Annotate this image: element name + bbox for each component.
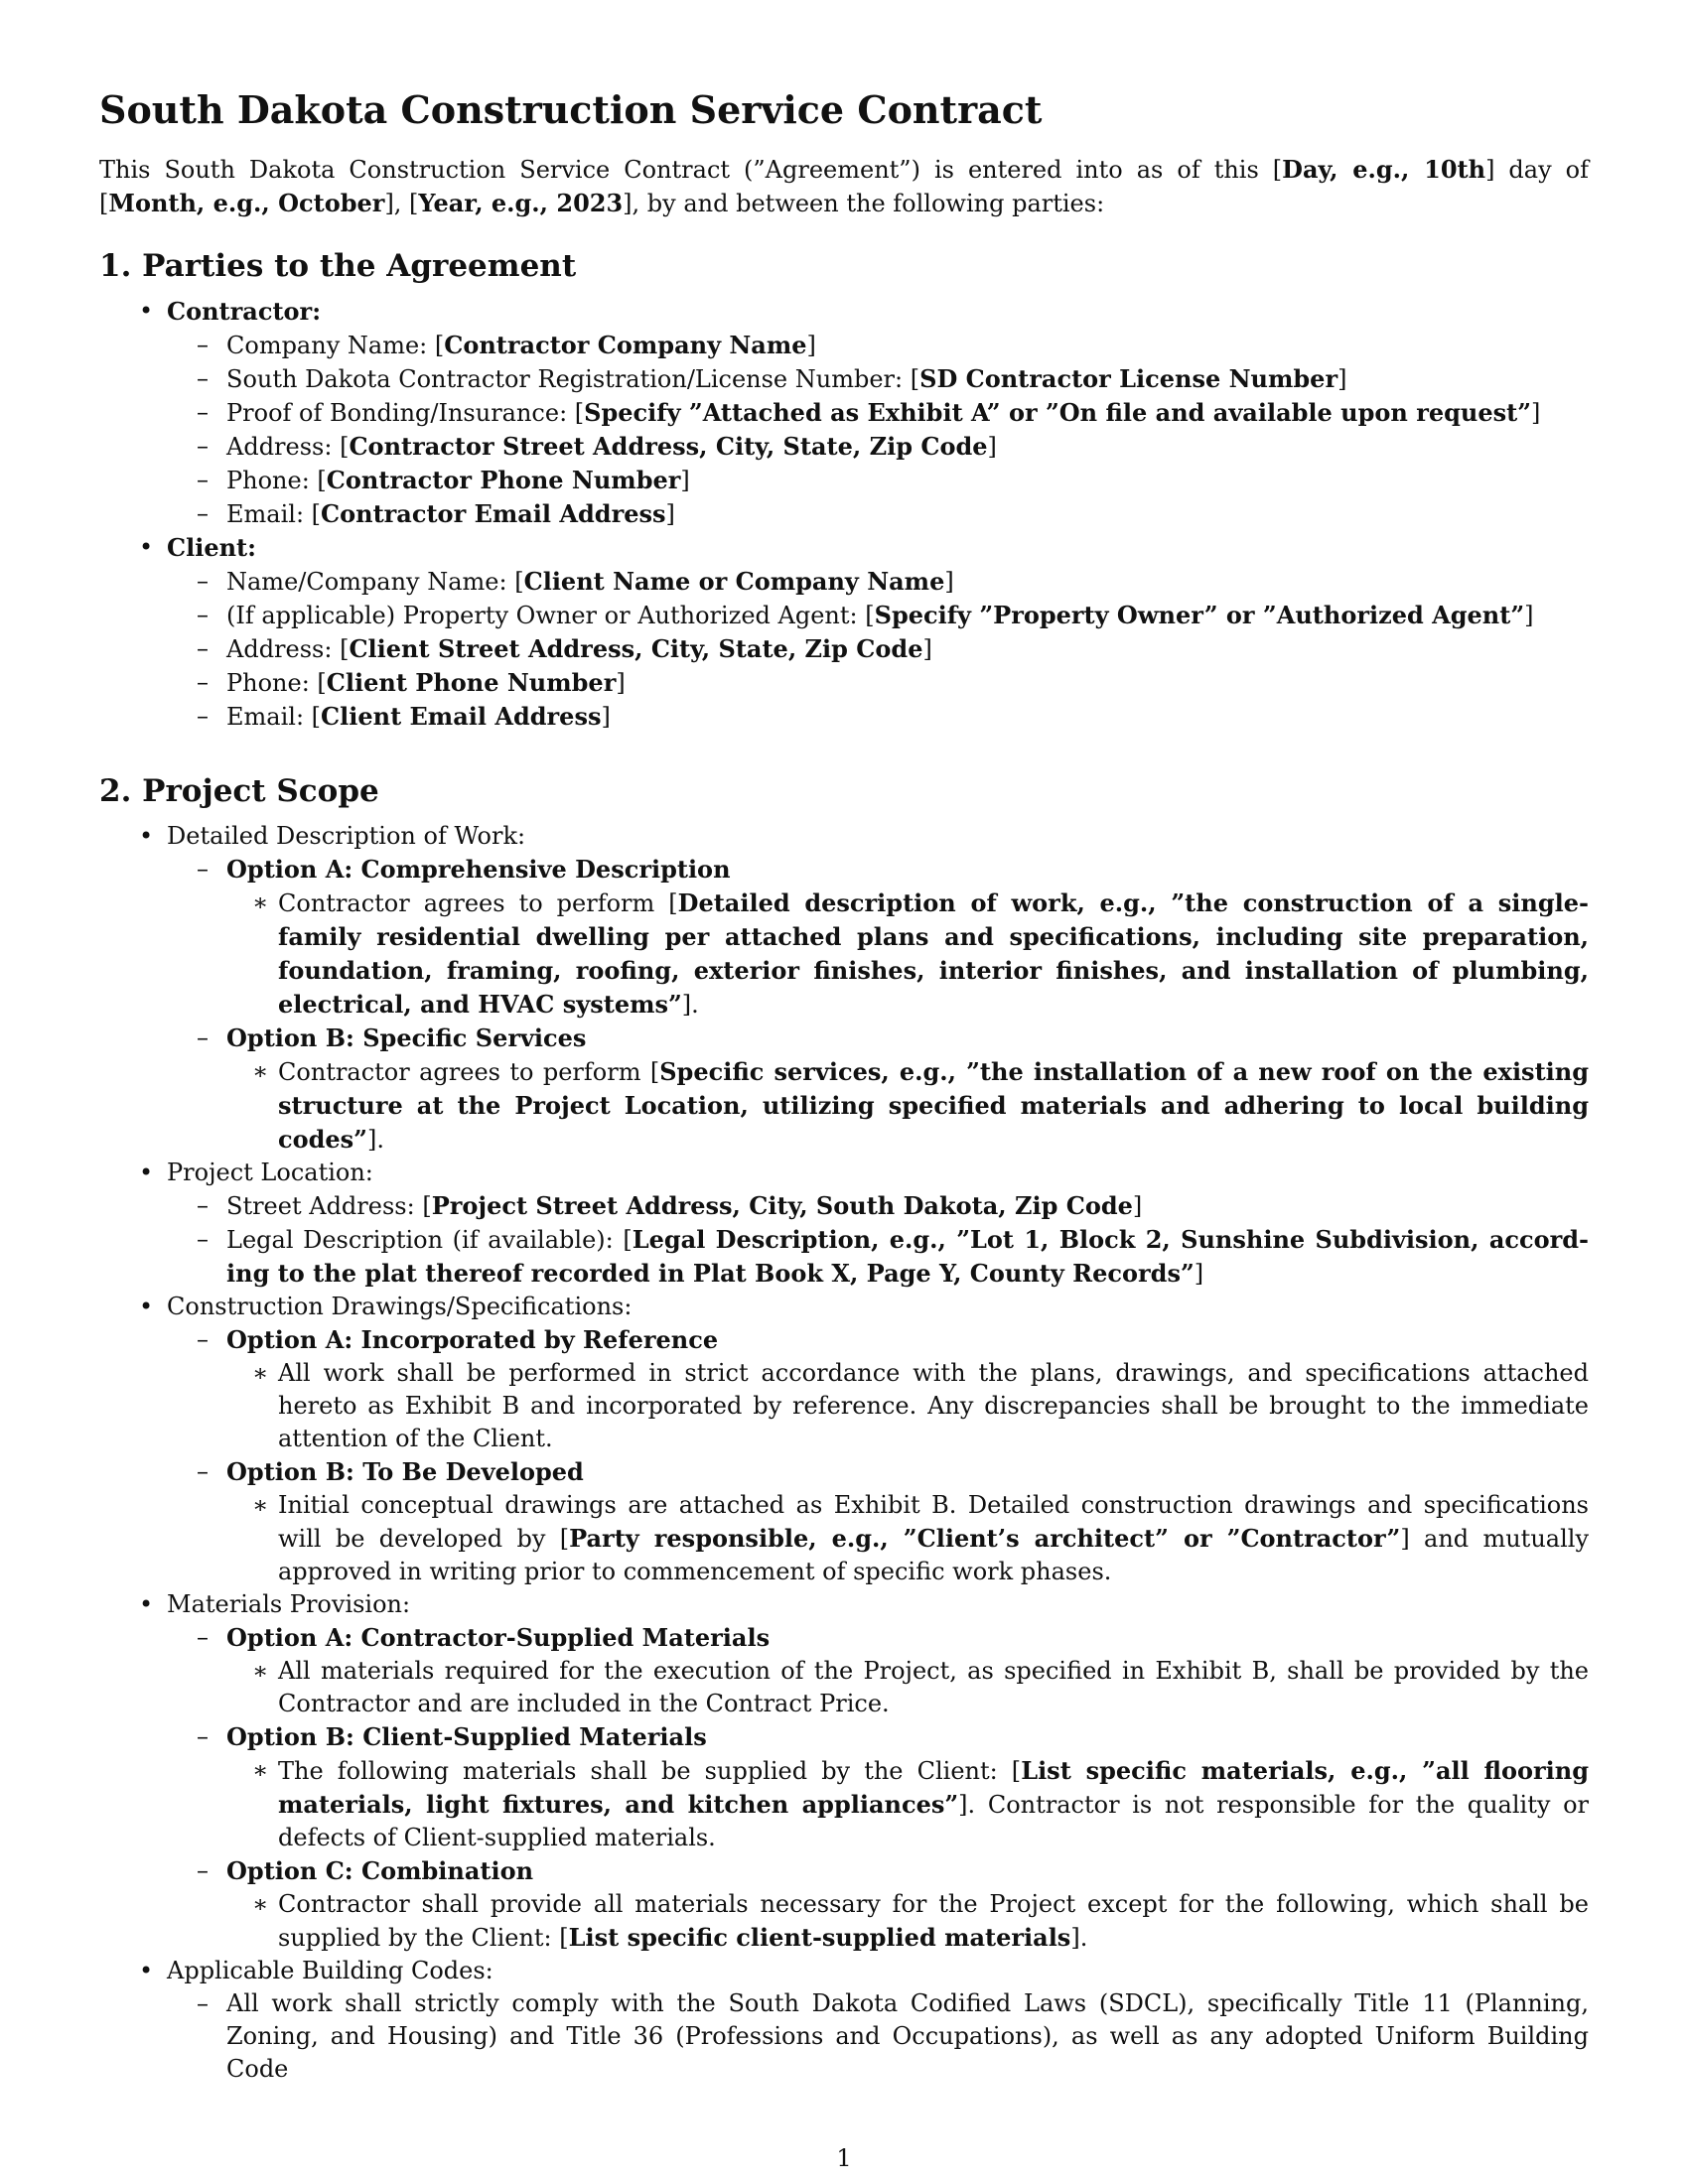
list-item (167, 853, 1589, 1022)
field-label: Name/Company Name: [ (226, 567, 524, 596)
field-value: Contractor Street Address, City, State, Zip Code (349, 431, 988, 461)
document-page (99, 87, 1589, 2086)
intro-text-3: ], [ (384, 189, 419, 217)
parties-list (99, 295, 1589, 734)
field-value: Specify ”Property Owner” or ”Authorized Agent” (874, 600, 1525, 629)
text: Contractor shall provide all materials necessary for the Project except for the following, which shall be supplied by the Client: [ (278, 1889, 1589, 1952)
field-label: Email: [ (226, 499, 322, 528)
field-value: Legal Description, e.g., ”Lot 1, Block 2, Sunshine Subdivision, according to the plat thereof recorded in Plat Book X, Page Y, County Records” (226, 1224, 1589, 1288)
field-value: Contractor Phone Number (326, 465, 681, 494)
option-title: Option B: To Be Developed (226, 1456, 584, 1486)
field-value: Project Street Address, City, South Dakota, Zip Code (431, 1190, 1133, 1220)
option-title: Option A: Incorporated by Reference (226, 1324, 719, 1354)
field-label: Address: [ (226, 432, 350, 461)
bracket: ] (601, 702, 611, 731)
list-item (167, 430, 1589, 464)
intro-year: Year, e.g., 2023 (418, 188, 624, 217)
placeholder-value: Specific services, e.g., ”the installation of a new roof on the existing structure at the Project Location, utilizing specified materials and adhering to local building codes” (278, 1056, 1589, 1154)
list-item (167, 329, 1589, 362)
field-label: South Dakota Contractor Registration/License Number: [ (226, 364, 920, 393)
list-item (226, 887, 1589, 1022)
field-value: Contractor Email Address (321, 498, 666, 528)
text: ] and mutually approved in writing prior to commencement of specific work phases. (278, 1524, 1589, 1585)
list-item (167, 1621, 1589, 1720)
codes-label: Applicable Building Codes: (167, 1956, 493, 1984)
placeholder-value: List specific materials, e.g., ”all flooring materials, light fixtures, and kitchen appliances” (278, 1755, 1590, 1819)
list-item (167, 362, 1589, 396)
drawings-options (167, 1323, 1589, 1588)
field-label: Phone: [ (226, 668, 327, 697)
client-item (99, 531, 1589, 734)
field-value: Client Phone Number (326, 667, 617, 697)
option-detail (226, 1357, 1589, 1455)
intro-text-4: ], by and between the following parties: (623, 189, 1105, 217)
list-item (167, 464, 1589, 497)
materials-options (167, 1621, 1589, 1955)
work-options (167, 853, 1589, 1157)
client-details (167, 565, 1589, 734)
field-value: Specify ”Attached as Exhibit A” or ”On file and available upon request” (584, 397, 1532, 427)
work-label: Detailed Description of Work: (167, 821, 526, 850)
bracket: ] (922, 634, 932, 663)
contractor-item (99, 295, 1589, 531)
text: Initial conceptual drawings are attached as Exhibit B. Detailed construction drawings and specifications will be developed by [ (278, 1490, 1589, 1553)
list-item (167, 1323, 1589, 1455)
bracket: ] (1531, 398, 1541, 427)
field-label: Proof of Bonding/Insurance: [ (226, 398, 585, 427)
materials-label: Materials Provision: (167, 1589, 411, 1618)
text: ]. Contractor is not responsible for the quality or defects of Client-supplied materials. (278, 1790, 1589, 1851)
document-title: South Dakota Construction Service Contract (99, 87, 1043, 132)
field-label: Legal Description (if available): [ (226, 1225, 633, 1254)
list-item (167, 632, 1589, 666)
list-item (167, 1022, 1589, 1157)
intro-paragraph (99, 153, 1589, 220)
list-item (167, 700, 1589, 734)
list-item (167, 1189, 1589, 1223)
work-description-item (99, 820, 1589, 1157)
location-label: Project Location: (167, 1158, 373, 1186)
option-detail (226, 1754, 1589, 1854)
text: Contractor agrees to perform [ (278, 888, 678, 917)
list-item (226, 1489, 1589, 1588)
bracket: ] (1337, 364, 1347, 393)
list-item (226, 1754, 1589, 1854)
contractor-label: Contractor: (167, 296, 322, 326)
placeholder-value: Party responsible, e.g., ”Client’s architect” or ”Contractor” (569, 1523, 1401, 1553)
placeholder-value: Detailed description of work, e.g., ”the construction of a single-family residential dwelling per attached plans and specifications, including site preparation, foundation, framing, roofing, exterior finishes, interior finishes, and installation of plumbing, electrical, and HVAC systems” (278, 887, 1589, 1019)
list-item (167, 666, 1589, 700)
bracket: ] (616, 668, 626, 697)
option-detail (226, 887, 1589, 1022)
list-item (167, 1854, 1589, 1955)
field-value: Contractor Company Name (444, 330, 807, 359)
bracket: ] (944, 567, 954, 596)
project-location-item (99, 1157, 1589, 1291)
field-value: Client Name or Company Name (523, 566, 945, 596)
option-detail (226, 1655, 1589, 1720)
field-label: Address: [ (226, 634, 350, 663)
intro-text-1: This South Dakota Construction Service Contract (”Agreement”) is entered into as of this [ (99, 155, 1283, 184)
contractor-details (167, 329, 1589, 531)
field-label: (If applicable) Property Owner or Authorized Agent: [ (226, 601, 875, 629)
page-number: 1 (836, 2144, 852, 2172)
scope-list (99, 820, 1589, 2086)
codes-details (167, 1987, 1589, 2086)
field-label: Company Name: [ (226, 331, 445, 359)
option-title: Option A: Contractor-Supplied Materials (226, 1622, 771, 1652)
field-label: Phone: [ (226, 466, 327, 494)
list-item (167, 599, 1589, 632)
intro-day: Day, e.g., 10th (1282, 154, 1486, 184)
placeholder-value: List specific client-supplied materials (568, 1922, 1071, 1952)
list-item (167, 396, 1589, 430)
list-item: ∗ All materials required for the execution of the Project, as specified in Exhibit B, shall be provided by the Contractor and are included in the Contract Price. (226, 1655, 1589, 1720)
intro-month: Month, e.g., October (108, 188, 385, 217)
field-value: SD Contractor License Number (919, 363, 1338, 393)
bracket: ] (987, 432, 997, 461)
client-label: Client: (167, 532, 256, 562)
list-item (167, 497, 1589, 531)
section-2-heading: 2. Project Scope (99, 772, 379, 809)
text: ]. (1070, 1923, 1088, 1952)
bracket: ] (806, 331, 816, 359)
bracket: ] (1194, 1259, 1204, 1288)
field-value: Client Street Address, City, State, Zip Code (349, 633, 923, 663)
option-detail (226, 1055, 1589, 1157)
bracket: ] (1524, 601, 1534, 629)
field-value: Client Email Address (321, 701, 602, 731)
option-title: Option C: Combination (226, 1855, 534, 1885)
list-item: – All work shall strictly comply with the South Dakota Codified Laws (SDCL), specifically Title 11 (Planning, Zoning, and Housing) and Title 36 (Professions and Occupations), as well as any adopted Uniform Building Code (167, 1987, 1589, 2086)
materials-item (99, 1588, 1589, 1955)
list-item (167, 1455, 1589, 1588)
list-item (226, 1888, 1589, 1955)
section-1-heading: 1. Parties to the Agreement (99, 247, 577, 284)
text: ]. (367, 1125, 384, 1154)
location-details (167, 1189, 1589, 1291)
bracket: ] (1132, 1191, 1143, 1220)
list-item (167, 565, 1589, 599)
bracket: ] (665, 499, 675, 528)
drawings-label: Construction Drawings/Specifications: (167, 1292, 633, 1320)
text: ]. (681, 990, 699, 1019)
text: Contractor agrees to perform [ (278, 1057, 660, 1086)
intro-text-2: ] day of [ (99, 155, 1589, 217)
list-item (167, 1223, 1589, 1291)
list-item: ∗ All work shall be performed in strict accordance with the plans, drawings, and specifications attached hereto as Exhibit B and incorporated by reference. Any discrepancies shall be brought to the immediate attention of the Client. (226, 1357, 1589, 1455)
building-codes-item (99, 1955, 1589, 2086)
field-label: Email: [ (226, 702, 322, 731)
option-title: Option A: Comprehensive Description (226, 854, 731, 884)
text: The following materials shall be supplied by the Client: [ (278, 1756, 1022, 1785)
option-title: Option B: Specific Services (226, 1023, 587, 1052)
field-label: Street Address: [ (226, 1191, 432, 1220)
option-title: Option B: Client-Supplied Materials (226, 1721, 707, 1751)
option-detail (226, 1888, 1589, 1955)
list-item (167, 1720, 1589, 1854)
drawings-item (99, 1291, 1589, 1588)
list-item (226, 1055, 1589, 1157)
bracket: ] (680, 466, 690, 494)
option-detail (226, 1489, 1589, 1588)
